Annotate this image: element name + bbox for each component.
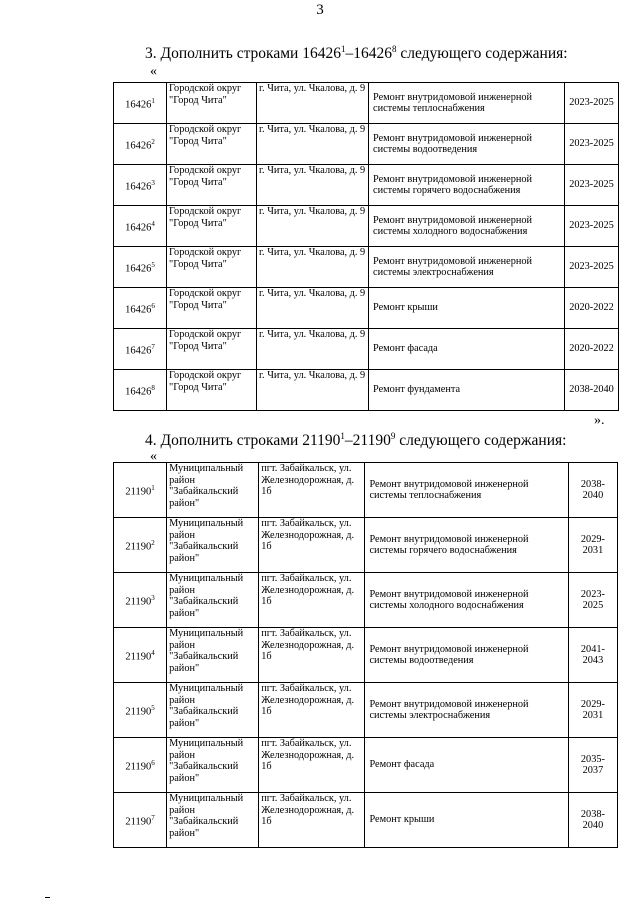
work-type-cell: Ремонт внутридомовой инженерной системы горячего водоснабжения bbox=[369, 165, 565, 206]
years-cell: 2035-2037 bbox=[568, 738, 617, 793]
row-number-cell bbox=[114, 573, 167, 628]
years-cell: 2023-2025 bbox=[565, 124, 619, 165]
municipality-cell: Муниципальный район "Забайкальский район" bbox=[167, 518, 259, 573]
row-number-cell bbox=[114, 124, 167, 165]
row-number-sup: 2 bbox=[151, 137, 155, 146]
row-number: 16426 bbox=[125, 304, 152, 315]
heading-sup-to: 9 bbox=[390, 431, 396, 441]
table-row bbox=[114, 628, 618, 683]
years-cell: 2029-2031 bbox=[568, 683, 617, 738]
heading-suffix: следующего содержания: bbox=[395, 432, 567, 450]
row-number-sup: 6 bbox=[151, 301, 155, 310]
row-number-sup: 5 bbox=[151, 703, 155, 712]
row-number-sup: 8 bbox=[151, 383, 155, 392]
municipality-cell: Городской округ "Город Чита" bbox=[167, 247, 257, 288]
row-number-sup: 1 bbox=[151, 483, 155, 492]
heading-sup-from: 1 bbox=[340, 431, 345, 441]
row-number-cell bbox=[114, 165, 167, 206]
municipality-cell: Муниципальный район "Забайкальский район" bbox=[167, 793, 259, 848]
address-cell: г. Чита, ул. Чкалова, д. 9 bbox=[257, 124, 369, 165]
row-number: 16426 bbox=[125, 345, 152, 356]
table-section-4 bbox=[113, 462, 618, 848]
row-number-cell bbox=[114, 247, 167, 288]
table-row bbox=[114, 793, 618, 848]
row-number: 21190 bbox=[125, 816, 152, 827]
row-number: 21190 bbox=[125, 761, 152, 772]
address-cell: г. Чита, ул. Чкалова, д. 9 bbox=[257, 329, 369, 370]
years-cell: 2041-2043 bbox=[568, 628, 617, 683]
heading-sup-to: 8 bbox=[391, 44, 397, 54]
row-number: 16426 bbox=[125, 386, 152, 397]
row-number-sup: 6 bbox=[151, 758, 155, 767]
address-cell: г. Чита, ул. Чкалова, д. 9 bbox=[257, 206, 369, 247]
table-row bbox=[114, 83, 619, 124]
section-4-heading bbox=[145, 431, 566, 450]
table-row bbox=[114, 165, 619, 206]
row-number: 21190 bbox=[125, 651, 152, 662]
municipality-cell: Муниципальный район "Забайкальский район" bbox=[167, 463, 259, 518]
work-type-cell: Ремонт внутридомовой инженерной системы водоотведения bbox=[369, 124, 565, 165]
row-number-cell bbox=[114, 329, 167, 370]
work-type-cell: Ремонт внутридомовой инженерной системы горячего водоснабжения bbox=[365, 518, 568, 573]
table-row bbox=[114, 573, 618, 628]
table-row bbox=[114, 463, 618, 518]
row-number-sup: 3 bbox=[151, 593, 155, 602]
heading-range-to: 16426 bbox=[353, 45, 392, 63]
address-cell: г. Чита, ул. Чкалова, д. 9 bbox=[257, 165, 369, 206]
row-number-sup: 5 bbox=[151, 260, 155, 269]
municipality-cell: Городской округ "Город Чита" bbox=[167, 83, 257, 124]
row-number-sup: 7 bbox=[151, 813, 155, 822]
address-cell: пгт. Забайкальск, ул. Железнодорожная, д. 1б bbox=[259, 573, 365, 628]
page-number: 3 bbox=[316, 2, 324, 18]
work-type-cell: Ремонт внутридомовой инженерной системы электроснабжения bbox=[369, 247, 565, 288]
years-cell: 2038-2040 bbox=[568, 793, 617, 848]
municipality-cell: Муниципальный район "Забайкальский район" bbox=[167, 628, 259, 683]
row-number: 16426 bbox=[125, 99, 152, 110]
work-type-cell: Ремонт внутридомовой инженерной системы электроснабжения bbox=[365, 683, 568, 738]
work-type-cell: Ремонт крыши bbox=[365, 793, 568, 848]
municipality-cell: Городской округ "Город Чита" bbox=[167, 370, 257, 411]
row-number-sup: 7 bbox=[151, 342, 155, 351]
work-type-cell: Ремонт крыши bbox=[369, 288, 565, 329]
row-number-sup: 1 bbox=[151, 96, 155, 105]
address-cell: г. Чита, ул. Чкалова, д. 9 bbox=[257, 288, 369, 329]
address-cell: г. Чита, ул. Чкалова, д. 9 bbox=[257, 247, 369, 288]
years-cell: 2023-2025 bbox=[565, 247, 619, 288]
heading-suffix: следующего содержания: bbox=[396, 45, 568, 63]
row-number: 21190 bbox=[125, 706, 152, 717]
address-cell: пгт. Забайкальск, ул. Железнодорожная, д. 1б bbox=[259, 628, 365, 683]
table-section-3 bbox=[113, 82, 619, 411]
row-number-cell bbox=[114, 83, 167, 124]
years-cell: 2038-2040 bbox=[565, 370, 619, 411]
address-cell: пгт. Забайкальск, ул. Железнодорожная, д. 1б bbox=[259, 518, 365, 573]
municipality-cell: Муниципальный район "Забайкальский район" bbox=[167, 683, 259, 738]
municipality-cell: Городской округ "Город Чита" bbox=[167, 124, 257, 165]
work-type-cell: Ремонт внутридомовой инженерной системы теплоснабжения bbox=[365, 463, 568, 518]
row-number-cell bbox=[114, 518, 167, 573]
row-number-cell bbox=[114, 370, 167, 411]
work-type-cell: Ремонт внутридомовой инженерной системы холодного водоснабжения bbox=[365, 573, 568, 628]
table-row bbox=[114, 124, 619, 165]
row-number: 16426 bbox=[125, 222, 152, 233]
years-cell: 2023-2025 bbox=[565, 83, 619, 124]
heading-dash: – bbox=[345, 45, 354, 63]
row-number-cell bbox=[114, 206, 167, 247]
heading-sup-from: 1 bbox=[340, 44, 346, 54]
row-number-cell bbox=[114, 738, 167, 793]
heading-prefix: 4. Дополнить строками 21190 bbox=[145, 432, 341, 450]
municipality-cell: Муниципальный район "Забайкальский район" bbox=[167, 738, 259, 793]
table-row bbox=[114, 738, 618, 793]
margin-mark bbox=[45, 897, 50, 898]
years-cell: 2038-2040 bbox=[568, 463, 617, 518]
table-row bbox=[114, 683, 618, 738]
years-cell: 2023-2025 bbox=[568, 573, 617, 628]
years-cell: 2023-2025 bbox=[565, 206, 619, 247]
municipality-cell: Городской округ "Город Чита" bbox=[167, 165, 257, 206]
row-number-cell bbox=[114, 463, 167, 518]
close-quote: ». bbox=[594, 413, 605, 428]
row-number: 16426 bbox=[125, 181, 152, 192]
address-cell: пгт. Забайкальск, ул. Железнодорожная, д. 1б bbox=[259, 463, 365, 518]
table-row bbox=[114, 247, 619, 288]
heading-range-to: 21190 bbox=[352, 432, 391, 450]
table-row bbox=[114, 370, 619, 411]
row-number-sup: 2 bbox=[151, 538, 155, 547]
section-3-heading bbox=[145, 44, 568, 63]
work-type-cell: Ремонт фасада bbox=[365, 738, 568, 793]
address-cell: пгт. Забайкальск, ул. Железнодорожная, д. 1б bbox=[259, 738, 365, 793]
work-type-cell: Ремонт фасада bbox=[369, 329, 565, 370]
municipality-cell: Городской округ "Город Чита" bbox=[167, 206, 257, 247]
years-cell: 2023-2025 bbox=[565, 165, 619, 206]
row-number-sup: 4 bbox=[151, 648, 155, 657]
open-quote: « bbox=[150, 64, 157, 79]
table-row bbox=[114, 288, 619, 329]
municipality-cell: Городской округ "Город Чита" bbox=[167, 329, 257, 370]
table-row bbox=[114, 206, 619, 247]
years-cell: 2029-2031 bbox=[568, 518, 617, 573]
municipality-cell: Городской округ "Город Чита" bbox=[167, 288, 257, 329]
work-type-cell: Ремонт внутридомовой инженерной системы холодного водоснабжения bbox=[369, 206, 565, 247]
table-row bbox=[114, 329, 619, 370]
address-cell: пгт. Забайкальск, ул. Железнодорожная, д. 1б bbox=[259, 683, 365, 738]
row-number: 16426 bbox=[125, 140, 152, 151]
row-number: 16426 bbox=[125, 263, 152, 274]
heading-dash: – bbox=[344, 432, 353, 450]
work-type-cell: Ремонт внутридомовой инженерной системы водоотведения bbox=[365, 628, 568, 683]
work-type-cell: Ремонт внутридомовой инженерной системы теплоснабжения bbox=[369, 83, 565, 124]
municipality-cell: Муниципальный район "Забайкальский район" bbox=[167, 573, 259, 628]
years-cell: 2020-2022 bbox=[565, 329, 619, 370]
heading-prefix: 3. Дополнить строками 16426 bbox=[145, 45, 341, 63]
row-number: 21190 bbox=[125, 486, 152, 497]
row-number-cell bbox=[114, 793, 167, 848]
open-quote: « bbox=[150, 449, 157, 464]
row-number: 21190 bbox=[125, 596, 152, 607]
row-number-sup: 4 bbox=[151, 219, 155, 228]
row-number: 21190 bbox=[125, 541, 152, 552]
row-number-cell bbox=[114, 683, 167, 738]
years-cell: 2020-2022 bbox=[565, 288, 619, 329]
row-number-cell bbox=[114, 628, 167, 683]
table-row bbox=[114, 518, 618, 573]
address-cell: пгт. Забайкальск, ул. Железнодорожная, д. 1б bbox=[259, 793, 365, 848]
address-cell: г. Чита, ул. Чкалова, д. 9 bbox=[257, 370, 369, 411]
address-cell: г. Чита, ул. Чкалова, д. 9 bbox=[257, 83, 369, 124]
row-number-cell bbox=[114, 288, 167, 329]
work-type-cell: Ремонт фундамента bbox=[369, 370, 565, 411]
row-number-sup: 3 bbox=[151, 178, 155, 187]
